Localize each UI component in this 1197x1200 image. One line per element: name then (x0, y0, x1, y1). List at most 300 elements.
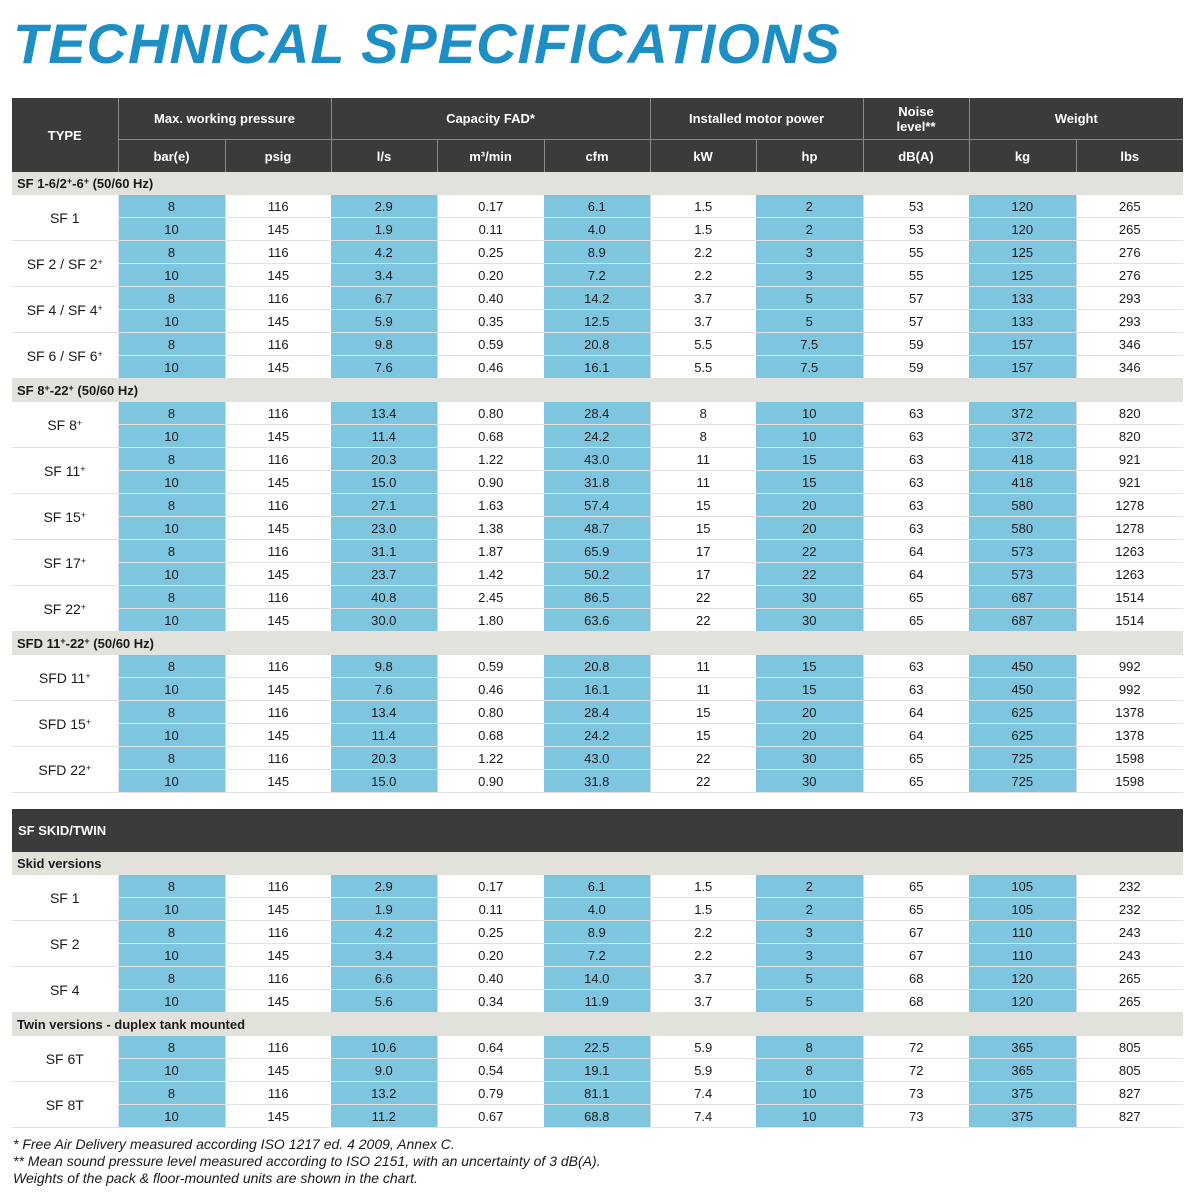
table-row (12, 1036, 1183, 1059)
table-cell: 418 (969, 448, 1076, 471)
table-cell: 30.0 (331, 609, 437, 632)
table-cell: 105 (969, 898, 1076, 921)
table-cell: 10 (118, 517, 225, 540)
table-cell: 8 (118, 333, 225, 356)
table-cell: 5.9 (650, 1059, 756, 1082)
table-cell: 1.80 (437, 609, 544, 632)
table-cell: 2 (756, 898, 863, 921)
table-cell: 10 (118, 770, 225, 793)
table-cell: 59 (863, 333, 969, 356)
table-row (12, 425, 1183, 448)
spec-table-skid-twin (12, 809, 1183, 1128)
table-cell: 293 (1076, 310, 1183, 333)
table-cell: 921 (1076, 448, 1183, 471)
table-cell: 375 (969, 1082, 1076, 1105)
table-cell: 992 (1076, 678, 1183, 701)
table-cell: 5.5 (650, 356, 756, 379)
table-cell: 0.11 (437, 898, 544, 921)
table-cell: 55 (863, 241, 969, 264)
table-cell: 15 (650, 724, 756, 747)
table-cell: 1.5 (650, 195, 756, 218)
table-cell: 145 (225, 264, 331, 287)
table-cell: 10 (118, 264, 225, 287)
table-cell: 27.1 (331, 494, 437, 517)
unit-lbs: lbs (1076, 140, 1183, 173)
table-cell: 0.59 (437, 655, 544, 678)
unit-kw: kW (650, 140, 756, 173)
section-row (12, 379, 1183, 403)
table-row (12, 333, 1183, 356)
table-cell: 120 (969, 990, 1076, 1013)
table-row (12, 586, 1183, 609)
unit-l-s: l/s (331, 140, 437, 173)
table-row (12, 310, 1183, 333)
table-row (12, 1059, 1183, 1082)
table-cell: 827 (1076, 1082, 1183, 1105)
table-cell: 145 (225, 770, 331, 793)
table-cell: 0.17 (437, 195, 544, 218)
footnote-fad: * Free Air Delivery measured according ISO 1217 ed. 4 2009, Annex C. (13, 1136, 455, 1152)
table-cell: 116 (225, 1082, 331, 1105)
table-cell: 2 (756, 218, 863, 241)
table-cell: 992 (1076, 655, 1183, 678)
section-title: SF 8+-22+ (50/60 Hz) (12, 379, 1183, 403)
table-cell: 63 (863, 425, 969, 448)
table-cell: 145 (225, 678, 331, 701)
table-cell: 1.38 (437, 517, 544, 540)
table-cell: 116 (225, 540, 331, 563)
table-cell: 30 (756, 747, 863, 770)
table-cell: 921 (1076, 471, 1183, 494)
table-cell: 0.64 (437, 1036, 544, 1059)
table-cell: 346 (1076, 333, 1183, 356)
table-cell: 65 (863, 770, 969, 793)
table-cell: 125 (969, 264, 1076, 287)
table-cell: 120 (969, 967, 1076, 990)
table-cell: 10 (118, 1059, 225, 1082)
table-cell: 7.6 (331, 356, 437, 379)
table-body-main (12, 172, 1183, 793)
table-cell: 20 (756, 724, 863, 747)
table-cell: 1278 (1076, 494, 1183, 517)
model-name: SF 4 (12, 967, 118, 1013)
table-cell: 16.1 (544, 356, 650, 379)
table-cell: 2 (756, 195, 863, 218)
table-cell: 1378 (1076, 724, 1183, 747)
table-cell: 22.5 (544, 1036, 650, 1059)
table-cell: 0.67 (437, 1105, 544, 1128)
table-cell: 65 (863, 898, 969, 921)
table-cell: 73 (863, 1082, 969, 1105)
table-cell: 116 (225, 921, 331, 944)
table-cell: 68 (863, 990, 969, 1013)
model-name: SF 6 / SF 6+ (12, 333, 118, 379)
table-cell: 116 (225, 241, 331, 264)
table-cell: 8 (756, 1036, 863, 1059)
table-cell: 2.2 (650, 264, 756, 287)
table-cell: 8 (756, 1059, 863, 1082)
table-cell: 7.4 (650, 1105, 756, 1128)
table-cell: 10 (118, 1105, 225, 1128)
table-cell: 11 (650, 471, 756, 494)
table-cell: 418 (969, 471, 1076, 494)
model-name: SF 1 (12, 875, 118, 921)
table-cell: 105 (969, 875, 1076, 898)
table-cell: 125 (969, 241, 1076, 264)
table-cell: 63 (863, 448, 969, 471)
table-cell: 7.2 (544, 944, 650, 967)
table-cell: 55 (863, 264, 969, 287)
table-cell: 116 (225, 655, 331, 678)
table-cell: 1.63 (437, 494, 544, 517)
table-row (12, 494, 1183, 517)
table-cell: 10 (118, 898, 225, 921)
table-cell: 805 (1076, 1036, 1183, 1059)
table-cell: 116 (225, 586, 331, 609)
table-cell: 145 (225, 898, 331, 921)
table-cell: 10 (118, 310, 225, 333)
model-name: SF 8T (12, 1082, 118, 1128)
table-cell: 10 (118, 678, 225, 701)
table-cell: 5.9 (331, 310, 437, 333)
table-cell: 10 (118, 609, 225, 632)
table-cell: 81.1 (544, 1082, 650, 1105)
table-cell: 10 (118, 563, 225, 586)
table-cell: 53 (863, 218, 969, 241)
section-title: Skid versions (12, 852, 1183, 875)
table-cell: 8.9 (544, 241, 650, 264)
table-cell: 276 (1076, 264, 1183, 287)
table-row (12, 241, 1183, 264)
table-cell: 65 (863, 747, 969, 770)
table-cell: 10 (756, 1082, 863, 1105)
table-cell: 14.0 (544, 967, 650, 990)
table-cell: 0.59 (437, 333, 544, 356)
table-cell: 2.9 (331, 195, 437, 218)
table-cell: 86.5 (544, 586, 650, 609)
table-cell: 19.1 (544, 1059, 650, 1082)
table-cell: 28.4 (544, 402, 650, 425)
table-cell: 580 (969, 517, 1076, 540)
table-cell: 8 (118, 747, 225, 770)
table-row (12, 287, 1183, 310)
table-cell: 232 (1076, 898, 1183, 921)
table-cell: 72 (863, 1059, 969, 1082)
table-cell: 1278 (1076, 517, 1183, 540)
table-cell: 64 (863, 701, 969, 724)
table-cell: 3 (756, 921, 863, 944)
table-cell: 13.4 (331, 402, 437, 425)
table-cell: 3.7 (650, 310, 756, 333)
model-name: SF 11+ (12, 448, 118, 494)
table-cell: 11 (650, 448, 756, 471)
table-row (12, 701, 1183, 724)
table-cell: 57.4 (544, 494, 650, 517)
table-cell: 13.4 (331, 701, 437, 724)
footnotes (13, 1136, 601, 1187)
table-cell: 625 (969, 724, 1076, 747)
table-cell: 0.25 (437, 241, 544, 264)
table-cell: 157 (969, 356, 1076, 379)
table-cell: 450 (969, 678, 1076, 701)
table-cell: 625 (969, 701, 1076, 724)
table-cell: 8 (118, 921, 225, 944)
table-row (12, 990, 1183, 1013)
table-cell: 43.0 (544, 448, 650, 471)
table-cell: 8 (118, 540, 225, 563)
table-cell: 805 (1076, 1059, 1183, 1082)
table-cell: 276 (1076, 241, 1183, 264)
table-cell: 3 (756, 264, 863, 287)
table-cell: 133 (969, 287, 1076, 310)
table-cell: 63 (863, 655, 969, 678)
model-name: SFD 15+ (12, 701, 118, 747)
table-cell: 243 (1076, 944, 1183, 967)
table-cell: 5.5 (650, 333, 756, 356)
table-cell: 5.6 (331, 990, 437, 1013)
table-cell: 580 (969, 494, 1076, 517)
skid-twin-header: SF SKID/TWIN (12, 809, 1183, 852)
table-cell: 1598 (1076, 747, 1183, 770)
table-cell: 365 (969, 1059, 1076, 1082)
table-cell: 6.7 (331, 287, 437, 310)
table-cell: 145 (225, 310, 331, 333)
table-cell: 820 (1076, 425, 1183, 448)
section-row (12, 1013, 1183, 1037)
table-cell: 11.4 (331, 724, 437, 747)
table-cell: 145 (225, 609, 331, 632)
table-cell: 10 (118, 425, 225, 448)
table-cell: 110 (969, 944, 1076, 967)
table-cell: 573 (969, 540, 1076, 563)
table-cell: 2.9 (331, 875, 437, 898)
table-cell: 10 (118, 218, 225, 241)
table-cell: 15.0 (331, 471, 437, 494)
table-cell: 40.8 (331, 586, 437, 609)
table-cell: 30 (756, 609, 863, 632)
table-body-skid-twin (12, 852, 1183, 1128)
table-cell: 23.0 (331, 517, 437, 540)
table-cell: 20.8 (544, 655, 650, 678)
table-cell: 31.1 (331, 540, 437, 563)
table-cell: 145 (225, 1059, 331, 1082)
table-cell: 6.1 (544, 195, 650, 218)
table-cell: 145 (225, 425, 331, 448)
model-name: SF 4 / SF 4+ (12, 287, 118, 333)
table-cell: 687 (969, 586, 1076, 609)
table-cell: 9.0 (331, 1059, 437, 1082)
table-cell: 0.54 (437, 1059, 544, 1082)
table-cell: 0.40 (437, 287, 544, 310)
table-cell: 10 (756, 1105, 863, 1128)
model-name: SF 2 / SF 2+ (12, 241, 118, 287)
table-row (12, 724, 1183, 747)
table-cell: 232 (1076, 875, 1183, 898)
section-title: SF 1-6/2+-6+ (50/60 Hz) (12, 172, 1183, 195)
table-cell: 0.20 (437, 264, 544, 287)
table-cell: 133 (969, 310, 1076, 333)
table-cell: 53 (863, 195, 969, 218)
table-cell: 573 (969, 563, 1076, 586)
table-cell: 1598 (1076, 770, 1183, 793)
table-cell: 8.9 (544, 921, 650, 944)
page-title: TECHNICAL SPECIFICATIONS (13, 12, 841, 75)
table-row (12, 655, 1183, 678)
header-weight: Weight (969, 98, 1183, 140)
table-cell: 63 (863, 517, 969, 540)
table-cell: 50.2 (544, 563, 650, 586)
table-cell: 15 (650, 494, 756, 517)
table-cell: 145 (225, 944, 331, 967)
table-header (12, 98, 1183, 172)
table-cell: 145 (225, 218, 331, 241)
table-cell: 116 (225, 333, 331, 356)
table-cell: 8 (118, 402, 225, 425)
table-cell: 6.1 (544, 875, 650, 898)
table-cell: 23.7 (331, 563, 437, 586)
header-type: TYPE (12, 98, 118, 172)
section-title: SFD 11+-22+ (50/60 Hz) (12, 632, 1183, 656)
table-cell: 3 (756, 241, 863, 264)
table-cell: 1.22 (437, 747, 544, 770)
table-cell: 1378 (1076, 701, 1183, 724)
table-cell: 1.5 (650, 898, 756, 921)
table-cell: 116 (225, 195, 331, 218)
table-cell: 725 (969, 770, 1076, 793)
header-noise-level: Noise level** (863, 98, 969, 140)
table-cell: 10 (118, 356, 225, 379)
table-cell: 0.80 (437, 402, 544, 425)
table-cell: 145 (225, 724, 331, 747)
table-cell: 0.46 (437, 356, 544, 379)
table-cell: 145 (225, 563, 331, 586)
table-cell: 59 (863, 356, 969, 379)
table-cell: 63.6 (544, 609, 650, 632)
table-cell: 64 (863, 563, 969, 586)
table-row (12, 967, 1183, 990)
table-cell: 116 (225, 402, 331, 425)
model-name: SF 1 (12, 195, 118, 241)
table-cell: 11 (650, 655, 756, 678)
table-cell: 11 (650, 678, 756, 701)
table-cell: 31.8 (544, 770, 650, 793)
table-cell: 63 (863, 494, 969, 517)
table-row (12, 747, 1183, 770)
table-cell: 1.9 (331, 898, 437, 921)
model-name: SF 15+ (12, 494, 118, 540)
table-cell: 15 (756, 678, 863, 701)
table-cell: 3.7 (650, 990, 756, 1013)
table-cell: 346 (1076, 356, 1183, 379)
table-cell: 13.2 (331, 1082, 437, 1105)
table-cell: 4.2 (331, 241, 437, 264)
table-cell: 265 (1076, 218, 1183, 241)
table-cell: 0.68 (437, 724, 544, 747)
table-cell: 1.87 (437, 540, 544, 563)
table-cell: 3.4 (331, 264, 437, 287)
table-cell: 116 (225, 494, 331, 517)
table-cell: 120 (969, 218, 1076, 241)
table-cell: 15 (756, 471, 863, 494)
table-cell: 1514 (1076, 586, 1183, 609)
table-cell: 145 (225, 356, 331, 379)
table-cell: 67 (863, 921, 969, 944)
table-cell: 64 (863, 724, 969, 747)
table-row (12, 875, 1183, 898)
table-row (12, 195, 1183, 218)
table-cell: 20.3 (331, 747, 437, 770)
table-cell: 20 (756, 494, 863, 517)
unit-kg: kg (969, 140, 1076, 173)
table-row (12, 609, 1183, 632)
table-cell: 4.2 (331, 921, 437, 944)
table-cell: 9.8 (331, 333, 437, 356)
table-cell: 2 (756, 875, 863, 898)
table-cell: 8 (650, 402, 756, 425)
table-cell: 11.4 (331, 425, 437, 448)
table-row (12, 770, 1183, 793)
table-cell: 0.25 (437, 921, 544, 944)
table-cell: 0.11 (437, 218, 544, 241)
table-cell: 3.7 (650, 287, 756, 310)
unit-bar-e: bar(e) (118, 140, 225, 173)
table-cell: 2.45 (437, 586, 544, 609)
table-cell: 687 (969, 609, 1076, 632)
table-cell: 11.9 (544, 990, 650, 1013)
section-row (12, 172, 1183, 195)
table-cell: 5 (756, 967, 863, 990)
table-cell: 4.0 (544, 218, 650, 241)
table-cell: 11.2 (331, 1105, 437, 1128)
table-cell: 116 (225, 287, 331, 310)
table-cell: 65 (863, 875, 969, 898)
table-cell: 0.90 (437, 471, 544, 494)
table-cell: 8 (118, 1036, 225, 1059)
unit-cfm: cfm (544, 140, 650, 173)
table-cell: 116 (225, 1036, 331, 1059)
table-cell: 116 (225, 967, 331, 990)
table-cell: 1.5 (650, 875, 756, 898)
table-cell: 145 (225, 517, 331, 540)
table-row (12, 563, 1183, 586)
table-cell: 5 (756, 310, 863, 333)
table-cell: 1.5 (650, 218, 756, 241)
table-row (12, 540, 1183, 563)
table-cell: 22 (650, 747, 756, 770)
table-cell: 22 (650, 770, 756, 793)
table-cell: 8 (118, 241, 225, 264)
table-cell: 110 (969, 921, 1076, 944)
table-cell: 8 (118, 1082, 225, 1105)
table-cell: 30 (756, 586, 863, 609)
table-row (12, 1082, 1183, 1105)
table-cell: 1263 (1076, 540, 1183, 563)
table-cell: 5 (756, 990, 863, 1013)
table-cell: 15 (756, 655, 863, 678)
header-capacity-fad: Capacity FAD* (331, 98, 650, 140)
table-cell: 8 (118, 287, 225, 310)
table-cell: 73 (863, 1105, 969, 1128)
table-cell: 31.8 (544, 471, 650, 494)
table-row (12, 898, 1183, 921)
table-cell: 10 (118, 944, 225, 967)
table-row (12, 517, 1183, 540)
table-cell: 0.35 (437, 310, 544, 333)
table-cell: 0.17 (437, 875, 544, 898)
table-cell: 64 (863, 540, 969, 563)
table-row (12, 356, 1183, 379)
table-cell: 116 (225, 701, 331, 724)
